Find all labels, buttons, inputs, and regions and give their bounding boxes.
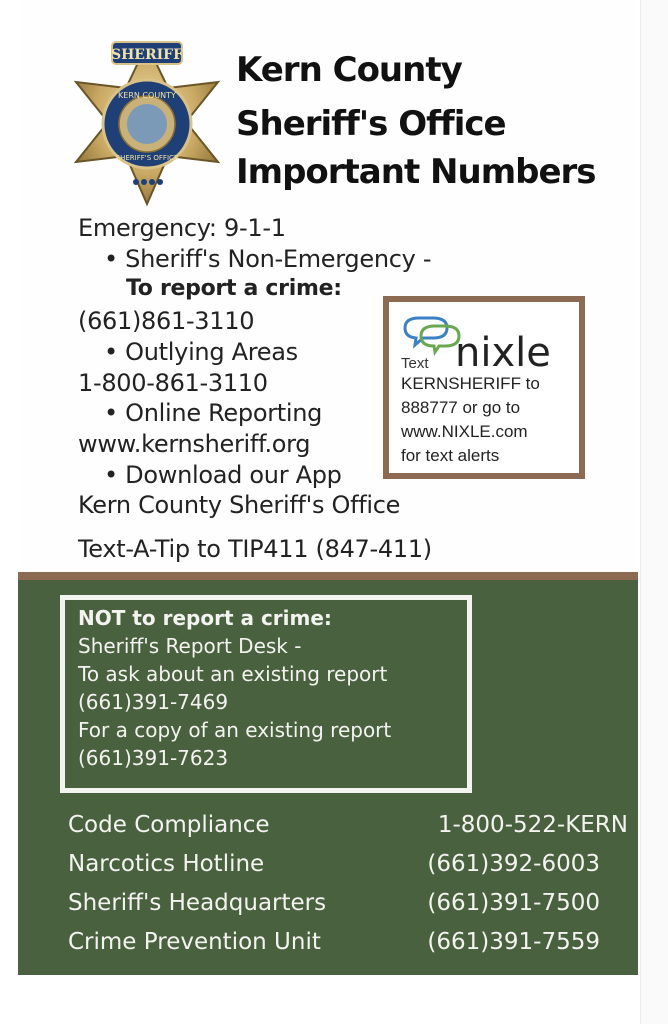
nixle-box — [383, 296, 585, 479]
sheriff-badge-icon — [58, 36, 236, 211]
report-crime-label: To report a crime: — [126, 276, 342, 301]
website-link[interactable]: www.kernsheriff.org — [78, 430, 311, 458]
badge-ring-bottom: SHERIFF'S OFFICE — [115, 154, 179, 162]
not-crime-line-4: For a copy of an existing report — [78, 718, 392, 742]
outlying-phone[interactable]: 1-800-861-3110 — [78, 369, 268, 397]
nixle-logo-small: Text — [401, 355, 429, 372]
directory-phone[interactable]: 1-800-522-KERN — [437, 812, 628, 838]
non-emergency-phone[interactable]: (661)861-3110 — [78, 307, 255, 335]
online-reporting-bullet: • Online Reporting — [104, 399, 323, 427]
emergency-line: Emergency: 9-1-1 — [78, 214, 286, 242]
outlying-bullet: • Outlying Areas — [104, 338, 298, 366]
badge-top-text: SHERIFF — [110, 47, 184, 63]
report-inquiry-phone[interactable]: (661)391-7469 — [78, 690, 229, 714]
directory-phone[interactable]: (661)391-7500 — [427, 890, 600, 916]
directory-label: Code Compliance — [68, 812, 270, 838]
title-line-2: Sheriff's Office — [236, 104, 506, 144]
title-line-3: Important Numbers — [236, 152, 596, 192]
page-edge — [640, 0, 668, 1024]
directory-label: Crime Prevention Unit — [68, 929, 321, 955]
nixle-url[interactable]: www.NIXLE.com — [401, 422, 528, 441]
app-bullet: • Download our App — [104, 461, 342, 489]
directory-label: Narcotics Hotline — [68, 851, 265, 877]
nixle-line-1: KERNSHERIFF to — [401, 374, 540, 393]
not-crime-heading: NOT to report a crime: — [78, 606, 332, 630]
directory-phone[interactable]: (661)391-7559 — [427, 929, 600, 955]
divider-band — [18, 572, 638, 580]
app-name: Kern County Sheriff's Office — [78, 491, 401, 519]
not-crime-line-1: Sheriff's Report Desk - — [78, 634, 302, 658]
nixle-logo-word: nixle — [455, 330, 551, 374]
non-emergency-bullet: • Sheriff's Non-Emergency - — [104, 245, 432, 273]
nixle-line-2: 888777 or go to — [401, 398, 521, 417]
title-line-1: Kern County — [236, 50, 462, 90]
directory-label: Sheriff's Headquarters — [68, 890, 327, 916]
text-a-tip-line[interactable]: Text-A-Tip to TIP411 (847-411) — [78, 535, 432, 563]
directory-phone[interactable]: (661)392-6003 — [427, 851, 600, 877]
nixle-logo-icon — [399, 314, 579, 374]
not-crime-line-2: To ask about an existing report — [78, 662, 388, 686]
report-copy-phone[interactable]: (661)391-7623 — [78, 746, 229, 770]
badge-ring-top: KERN COUNTY — [118, 91, 176, 100]
nixle-line-4: for text alerts — [401, 446, 500, 465]
